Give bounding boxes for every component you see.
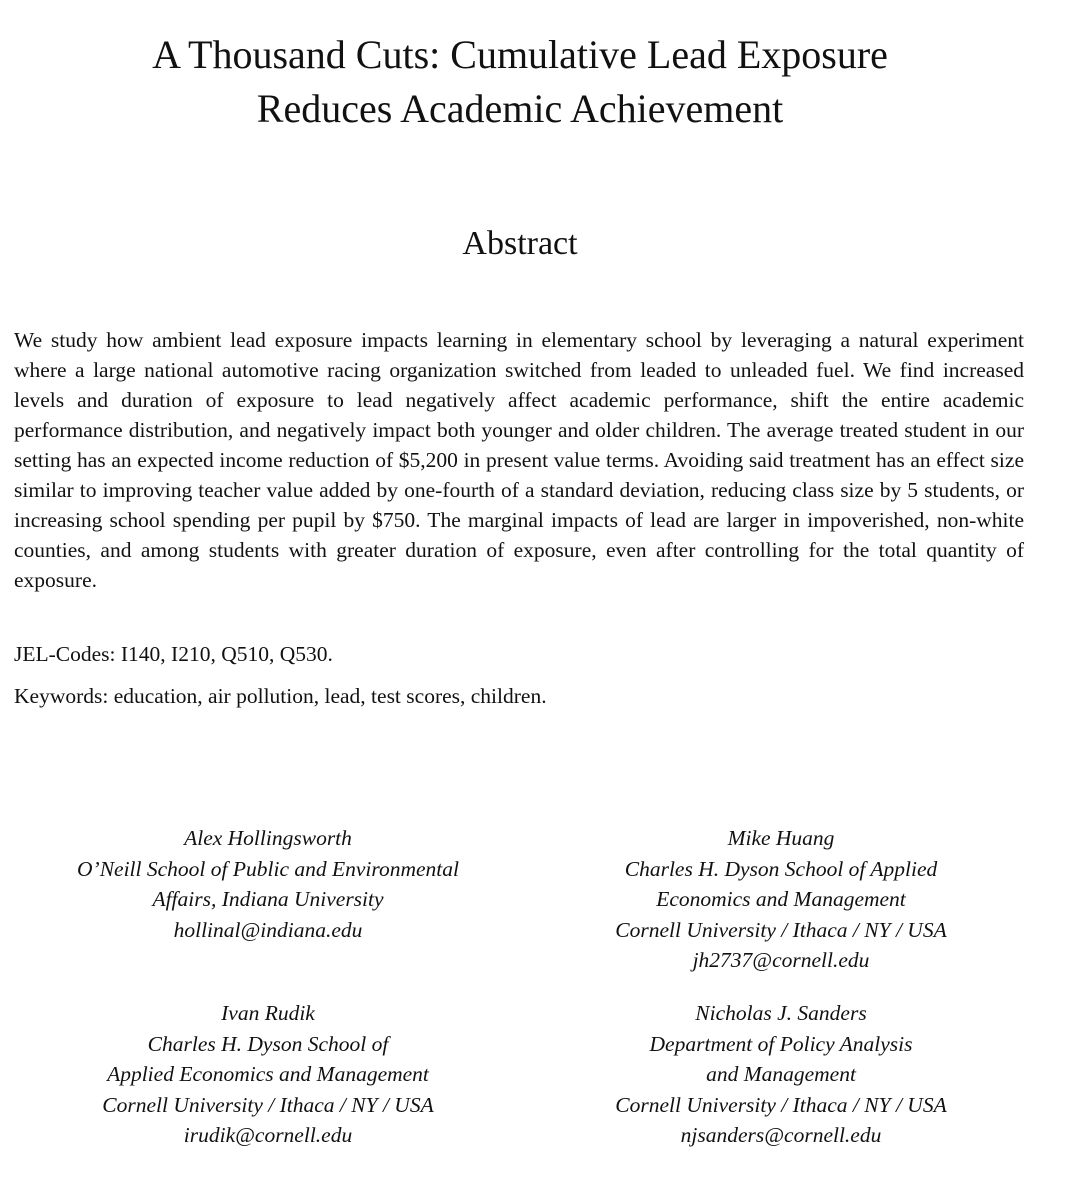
author-email: njsanders@cornell.edu — [680, 1123, 882, 1147]
author-affiliation-line: Department of Policy Analysis — [649, 1031, 913, 1056]
author-email: hollinal@indiana.edu — [173, 917, 363, 942]
jel-codes: JEL-Codes: I140, I210, Q510, Q530. — [14, 642, 333, 666]
author-email: irudik@cornell.edu — [183, 1123, 353, 1147]
author-name: Mike Huang — [727, 826, 835, 850]
title-line-2: Reduces Academic Achievement — [256, 86, 784, 131]
author-affiliation-line: Charles H. Dyson School of Applied — [624, 856, 938, 881]
abstract-heading: Abstract — [462, 225, 578, 262]
author-affiliation-line: Economics and Management — [656, 887, 906, 911]
author-affiliation-line: Applied Economics and Management — [107, 1062, 429, 1086]
author-affiliation-line: and Management — [706, 1062, 856, 1086]
author-name: Nicholas J. Sanders — [695, 1001, 867, 1025]
author-affiliation-line: Cornell University / Ithaca / NY / USA — [615, 917, 947, 942]
keywords: Keywords: education, air pollution, lead, test scores, children. — [14, 684, 547, 708]
author-name: Ivan Rudik — [221, 1001, 315, 1025]
author-affiliation-line: Cornell University / Ithaca / NY / USA — [615, 1092, 947, 1117]
paper-title — [0, 28, 1040, 136]
author-affiliation-line: O’Neill School of Public and Environmental — [77, 856, 459, 881]
author-name: Alex Hollingsworth — [184, 826, 352, 850]
title-line-1: A Thousand Cuts: Cumulative Lead Exposure — [152, 32, 888, 77]
author-affiliation-line: Cornell University / Ithaca / NY / USA — [102, 1092, 434, 1117]
author-affiliation-line: Affairs, Indiana University — [152, 887, 384, 911]
author-block-rudik — [8, 998, 528, 1151]
author-block-huang — [521, 823, 1041, 976]
author-block-sanders — [521, 998, 1041, 1151]
author-email: jh2737@cornell.edu — [692, 948, 870, 972]
author-block-hollingsworth — [8, 823, 528, 945]
author-affiliation-line: Charles H. Dyson School of — [147, 1031, 389, 1056]
abstract-body: We study how ambient lead exposure impacts learning in elementary school by leveraging a natural experiment where a large national automotive racing organization switched from leaded to unleaded fuel. We find increased levels and duration of exposure to lead negatively affect academic performance, shift the entire academic performance distribution, and negatively impact both younger and older children. The average treated student in our setting has an expected income reduction of $5,200 in present value terms. Avoiding said treatment has an effect size similar to improving teacher value added by one-fourth of a standard deviation, reducing class size by 5 students, or increasing school spending per pupil by $750. The marginal impacts of lead are larger in impoverished, non-white counties, and among students with greater duration of exposure, even after controlling for the total quantity of exposure. — [14, 328, 1024, 592]
